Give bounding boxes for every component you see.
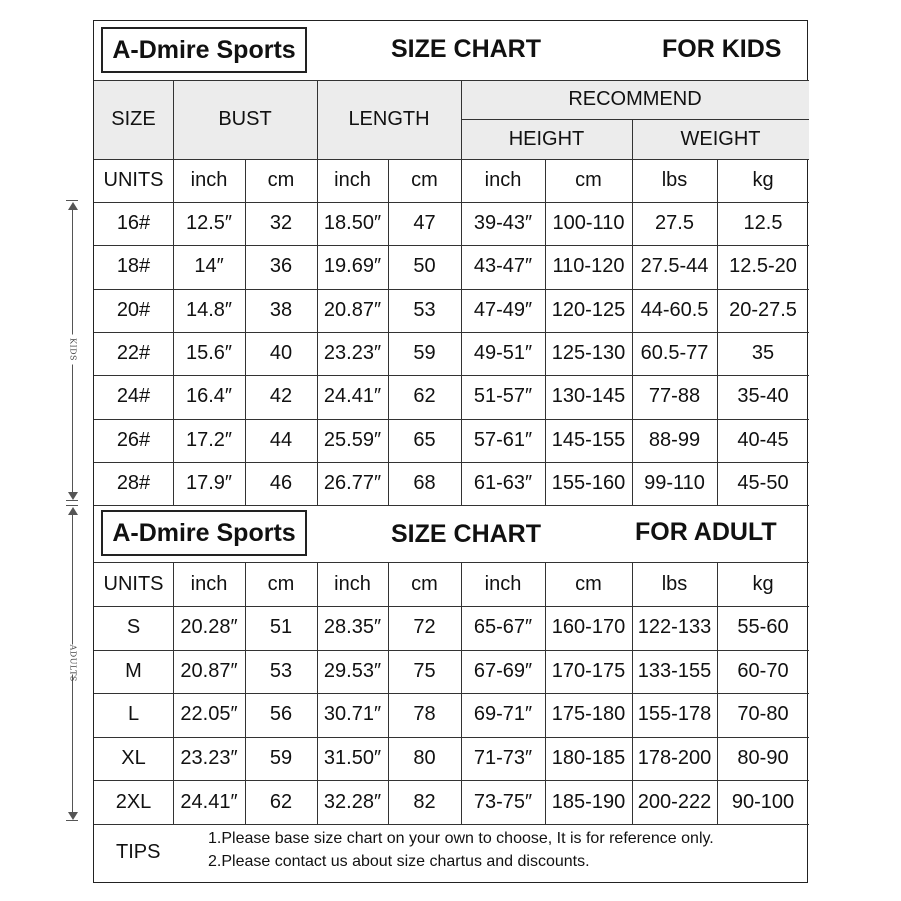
kids-table-cell: 100-110 [552, 212, 625, 235]
kids-table-cell: 35 [751, 342, 775, 365]
kids-table-cell: 120-125 [551, 298, 626, 321]
kids-table-cell: 99-110 [644, 471, 705, 494]
kids-table-cell: 44 [269, 428, 293, 451]
adult-table-cell: 71-73″ [473, 747, 533, 770]
kids-table-cell: 27.5 [655, 212, 694, 235]
kids-table-cell: 45-50 [737, 471, 789, 494]
adult-table-cell: 70-80 [737, 703, 789, 726]
adult-units-cell: cm [411, 572, 438, 595]
kids-table-cell: 50 [413, 255, 436, 278]
adult-table-cell: 75 [413, 659, 436, 682]
kids-table-cell: 60.5-77 [640, 342, 709, 365]
kids-table-cell: 17.9″ [185, 471, 232, 494]
kids-table-cell: 12.5-20 [729, 255, 797, 278]
adult-table-cell: 62 [269, 790, 293, 813]
kids-table-cell: 77-88 [648, 385, 701, 408]
adult-table-cell: S [126, 616, 141, 639]
adult-table-cell: 73-75″ [473, 790, 533, 813]
kids-units-cell: cm [575, 169, 602, 191]
size-chart-table [93, 20, 808, 883]
adult-table-cell: 28.35″ [323, 616, 382, 639]
kids-side-label: KIDS [69, 335, 78, 365]
kids-table-cell: 28# [116, 471, 151, 494]
adult-table-cell: 90-100 [731, 790, 795, 813]
kids-units-cell: inch [334, 169, 371, 191]
kids-table-cell: 23.23″ [323, 342, 382, 365]
kids-size-chart-title: SIZE CHART [391, 35, 541, 63]
kids-table-cell: 16.4″ [185, 385, 232, 408]
adult-units-cell: inch [334, 572, 371, 595]
kids-table-cell: 53 [413, 298, 436, 321]
kids-brand-title: A-Dmire Sports [101, 27, 307, 73]
kids-table-cell: 49-51″ [473, 342, 533, 365]
adult-table-cell: 155-178 [637, 703, 712, 726]
adult-units-cell: inch [484, 572, 522, 595]
kids-table-cell: 26.77″ [323, 471, 382, 494]
kids-side-marker [58, 200, 88, 500]
adult-table-cell: 200-222 [637, 790, 712, 813]
adults-side-marker [58, 505, 88, 820]
kids-table-cell: 18# [116, 255, 151, 278]
adult-table-cell: 24.41″ [180, 790, 238, 813]
adult-table-cell: M [125, 659, 142, 682]
adult-units-cell: UNITS [103, 572, 164, 595]
adult-table-cell: 55-60 [737, 616, 789, 639]
weight-header: WEIGHT [632, 119, 809, 159]
adult-table-cell: L [127, 703, 140, 726]
kids-table-cell: 61-63″ [473, 471, 533, 494]
kids-table-cell: 88-99 [648, 428, 701, 451]
adult-table-cell: 20.28″ [180, 616, 238, 639]
adult-table-cell: XL [121, 747, 146, 770]
kids-table-cell: 40 [269, 342, 293, 365]
arrow-down-icon [68, 492, 78, 500]
adult-table-cell: 160-170 [551, 616, 626, 639]
adult-table-cell: 23.23″ [180, 747, 238, 770]
adult-table-cell: 122-133 [637, 616, 712, 639]
adult-table-cell: 51 [269, 616, 293, 639]
tip-line-1: 1.Please base size chart on your own to choose, It is for reference only. [208, 830, 714, 847]
kids-table-cell: 12.5 [743, 212, 783, 235]
kids-units-cell: cm [267, 169, 295, 191]
adult-table-cell: 185-190 [551, 790, 626, 813]
kids-table-cell: 24# [116, 385, 151, 408]
length-header: LENGTH [317, 80, 461, 159]
kids-table-cell: 22# [116, 342, 151, 365]
kids-table-cell: 17.2″ [185, 428, 232, 451]
adult-table-cell: 20.87″ [180, 659, 238, 682]
adult-table-cell: 59 [269, 747, 293, 770]
kids-table-cell: 40-45 [737, 428, 789, 451]
kids-table-cell: 36 [269, 255, 293, 278]
adult-units-cell: cm [575, 572, 602, 595]
adult-table-cell: 80-90 [737, 747, 789, 770]
recommend-header: RECOMMEND [461, 80, 809, 119]
kids-table-cell: 27.5-44 [640, 255, 709, 278]
adult-category-label: FOR ADULT [635, 518, 777, 546]
kids-table-cell: 43-47″ [473, 255, 533, 278]
kids-table-cell: 18.50″ [323, 212, 382, 235]
adult-table-cell: 80 [413, 747, 436, 770]
adult-table-cell: 29.53″ [323, 659, 382, 682]
kids-units-cell: inch [484, 169, 522, 191]
kids-table-cell: 47 [413, 212, 436, 235]
kids-units-cell: lbs [661, 169, 688, 191]
kids-table-cell: 155-160 [551, 471, 626, 494]
adult-units-cell: lbs [661, 572, 688, 595]
adult-table-cell: 30.71″ [323, 703, 382, 726]
adult-table-cell: 78 [413, 703, 436, 726]
height-header: HEIGHT [461, 119, 632, 159]
adult-table-cell: 133-155 [637, 659, 712, 682]
adult-table-cell: 65-67″ [473, 616, 533, 639]
kids-table-cell: 65 [413, 428, 436, 451]
adults-side-label: ADULTS [68, 644, 78, 682]
kids-table-cell: 25.59″ [323, 428, 382, 451]
bust-header: BUST [173, 80, 317, 159]
kids-table-cell: 26# [116, 428, 151, 451]
arrow-up-icon [68, 202, 78, 210]
adult-table-cell: 53 [269, 659, 293, 682]
kids-table-cell: 110-120 [552, 255, 625, 278]
adult-table-cell: 67-69″ [473, 659, 533, 682]
arrow-down-icon [68, 812, 78, 820]
kids-table-cell: 19.69″ [323, 255, 382, 278]
kids-table-cell: 42 [269, 385, 293, 408]
adult-brand-title: A-Dmire Sports [101, 510, 307, 556]
adult-table-cell: 22.05″ [180, 703, 238, 726]
adult-units-cell: cm [267, 572, 295, 595]
kids-table-cell: 20# [116, 298, 151, 321]
kids-table-cell: 20.87″ [323, 298, 382, 321]
kids-table-cell: 62 [413, 385, 436, 408]
kids-table-cell: 38 [269, 298, 293, 321]
kids-table-cell: 130-145 [551, 385, 626, 408]
size-header: SIZE [94, 80, 173, 159]
adult-table-cell: 2XL [115, 790, 152, 813]
adult-units-cell: inch [190, 572, 228, 595]
adult-units-cell: kg [752, 572, 774, 595]
adult-table-cell: 60-70 [737, 659, 789, 682]
kids-table-cell: 39-43″ [473, 212, 533, 235]
kids-table-cell: 68 [413, 471, 436, 494]
kids-units-cell: inch [190, 169, 228, 191]
kids-table-cell: 14.8″ [185, 298, 232, 321]
kids-units-cell: UNITS [103, 169, 164, 191]
kids-units-cell: cm [411, 169, 438, 191]
kids-table-cell: 32 [269, 212, 293, 235]
kids-table-cell: 125-130 [551, 342, 626, 365]
adult-table-cell: 178-200 [637, 747, 712, 770]
kids-table-cell: 15.6″ [185, 342, 232, 365]
kids-table-cell: 16# [116, 212, 151, 235]
adult-table-cell: 69-71″ [473, 703, 533, 726]
adult-table-cell: 56 [269, 703, 293, 726]
adult-table-cell: 82 [413, 790, 436, 813]
kids-category-label: FOR KIDS [662, 35, 782, 63]
kids-table-cell: 14″ [194, 255, 224, 278]
kids-table-cell: 12.5″ [185, 212, 232, 235]
adult-table-cell: 31.50″ [323, 747, 382, 770]
kids-table-cell: 59 [413, 342, 436, 365]
kids-table-cell: 24.41″ [323, 385, 382, 408]
adult-table-cell: 72 [413, 616, 436, 639]
kids-units-cell: kg [752, 169, 774, 191]
kids-table-cell: 35-40 [737, 385, 789, 408]
kids-table-cell: 44-60.5 [640, 298, 709, 321]
adult-table-cell: 180-185 [551, 747, 626, 770]
adult-size-chart-title: SIZE CHART [391, 520, 541, 548]
kids-table-cell: 57-61″ [473, 428, 533, 451]
kids-table-cell: 20-27.5 [729, 298, 797, 321]
kids-table-cell: 145-155 [551, 428, 626, 451]
adult-table-cell: 32.28″ [323, 790, 382, 813]
tips-label: TIPS [116, 841, 161, 863]
kids-table-cell: 47-49″ [473, 298, 533, 321]
kids-table-cell: 46 [269, 471, 293, 494]
tip-line-2: 2.Please contact us about size chartus and discounts. [208, 853, 590, 870]
adult-table-cell: 175-180 [551, 703, 626, 726]
adult-table-cell: 170-175 [551, 659, 626, 682]
arrow-up-icon [68, 507, 78, 515]
kids-table-cell: 51-57″ [473, 385, 533, 408]
